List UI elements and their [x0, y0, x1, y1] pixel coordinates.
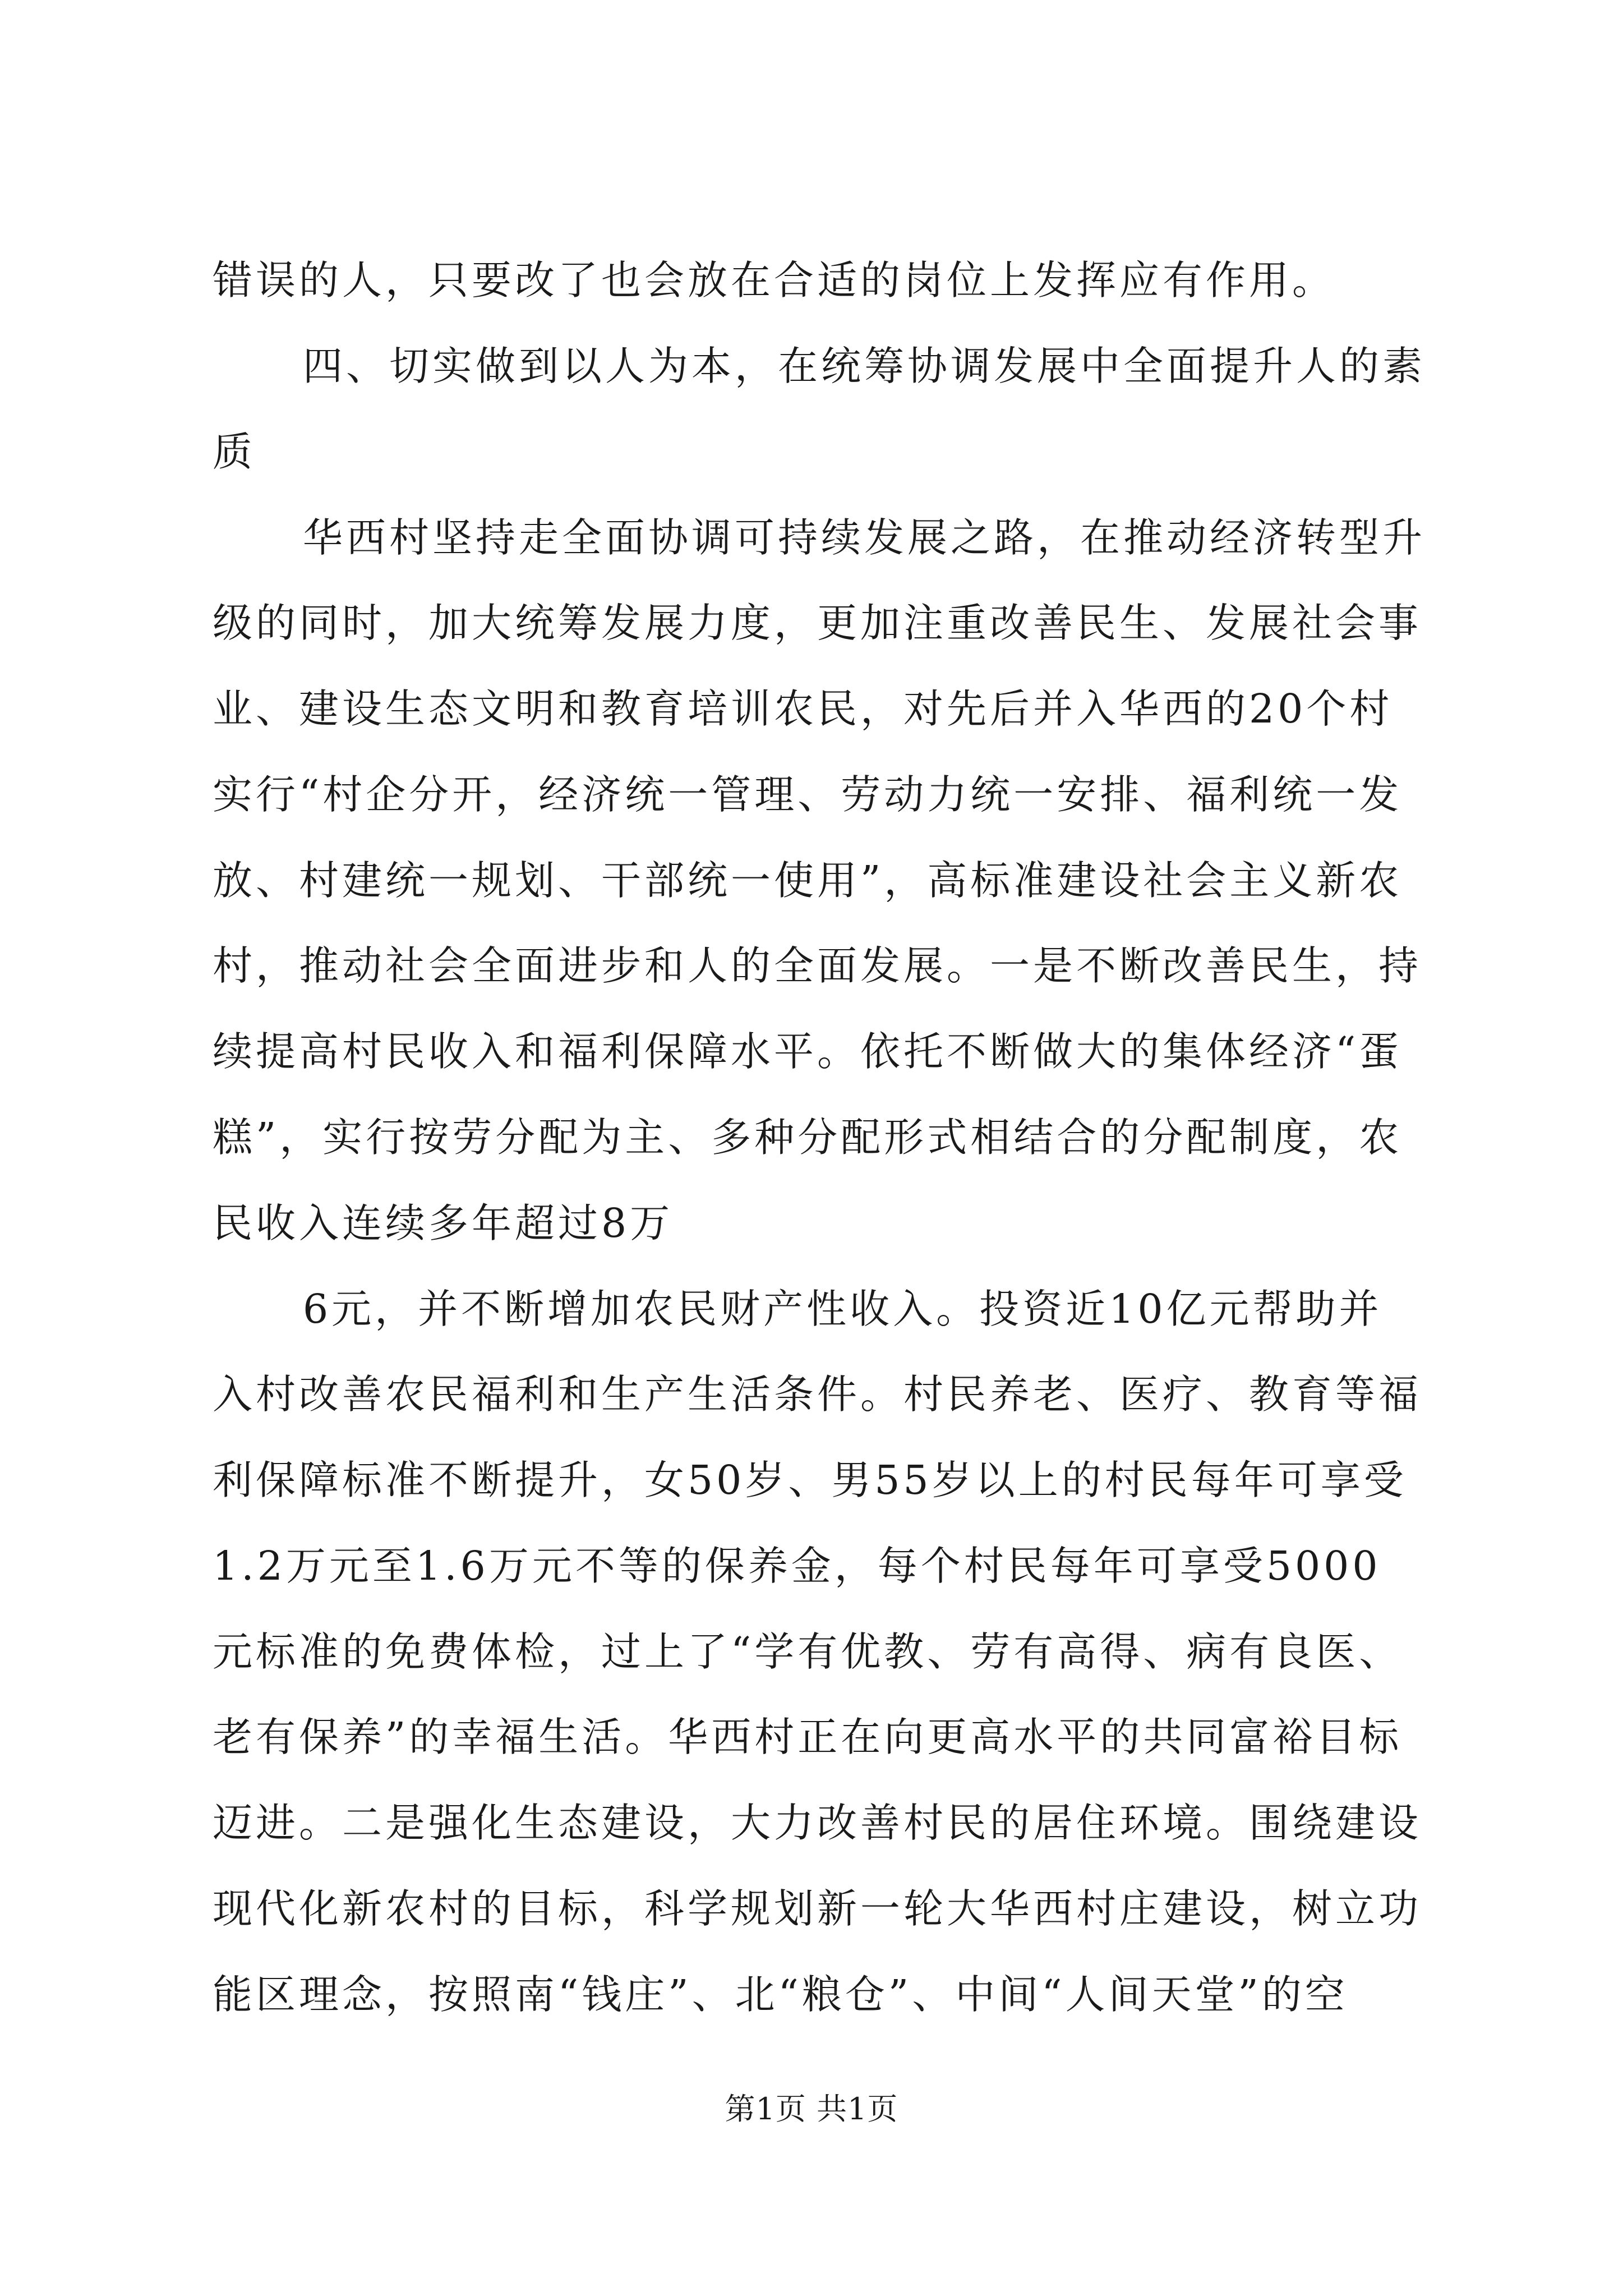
- text-line: 华西村坚持走全面协调可持续发展之路，在推动经济转型升: [303, 514, 1426, 561]
- text-line: 级的同时，加大统筹发展力度，更加注重改善民生、发展社会事: [213, 600, 1422, 646]
- page-number-footer: 第1页 共1页: [725, 2091, 898, 2127]
- text-line: 老有保养”的幸福生活。华西村正在向更高水平的共同富裕目标: [213, 1714, 1403, 1760]
- text-line: 利保障标准不断提升，女50岁、男55岁以上的村民每年可享受: [213, 1457, 1407, 1503]
- text-line: 糕”，实行按劳分配为主、多种分配形式相结合的分配制度，农: [213, 1114, 1403, 1161]
- text-line: 入村改善农民福利和生产生活条件。村民养老、医疗、教育等福: [213, 1371, 1422, 1418]
- text-line: 能区理念，按照南“钱庄”、北“粮仓”、中间“人间天堂”的空: [213, 1971, 1348, 2018]
- text-line: 续提高村民收入和福利保障水平。依托不断做大的集体经济“蛋: [213, 1028, 1403, 1075]
- text-line: 6元，并不断增加农民财产性收入。投资近10亿元帮助并: [303, 1286, 1382, 1332]
- text-line: 业、建设生态文明和教育培训农民，对先后并入华西的20个村: [213, 685, 1393, 732]
- text-line: 迈进。二是强化生态建设，大力改善村民的居住环境。围绕建设: [213, 1800, 1422, 1846]
- text-line: 1.2万元至1.6万元不等的保养金，每个村民每年可享受5000: [213, 1543, 1381, 1589]
- text-line: 村，推动社会全面进步和人的全面发展。一是不断改善民生，持: [213, 942, 1422, 989]
- text-line: 民收入连续多年超过8万: [213, 1200, 674, 1246]
- text-line: 元标准的免费体检，过上了“学有优教、劳有高得、病有良医、: [213, 1628, 1403, 1675]
- text-line: 错误的人，只要改了也会放在合适的岗位上发挥应有作用。: [213, 257, 1336, 303]
- section-heading-line: 四、切实做到以人为本，在统筹协调发展中全面提升人的素: [303, 343, 1426, 389]
- text-line: 放、村建统一规划、干部统一使用”，高标准建设社会主义新农: [213, 857, 1403, 904]
- text-line: 实行“村企分开，经济统一管理、劳动力统一安排、福利统一发: [213, 771, 1403, 818]
- text-line: 现代化新农村的目标，科学规划新一轮大华西村庄建设，树立功: [213, 1885, 1422, 1932]
- section-heading-line: 质: [213, 429, 256, 475]
